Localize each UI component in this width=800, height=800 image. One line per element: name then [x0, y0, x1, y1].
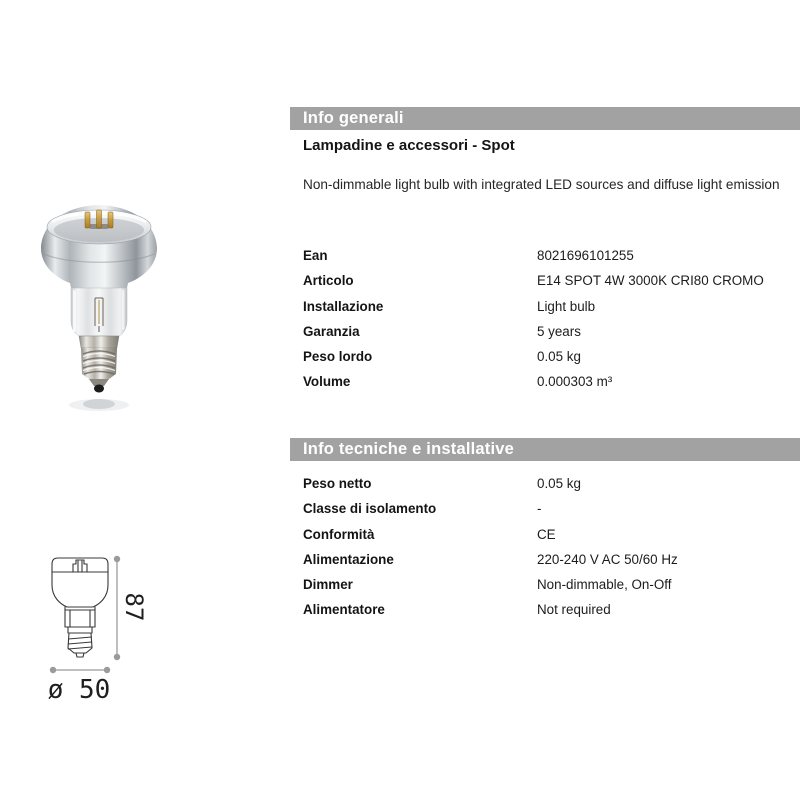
- section-header-info-tecniche: [290, 438, 800, 461]
- section-title: Info tecniche e installative: [303, 440, 514, 458]
- table-row: [303, 527, 800, 552]
- spec-label: Peso lordo: [303, 349, 373, 365]
- product-photo: [40, 202, 162, 414]
- info-column: [290, 0, 800, 800]
- product-category: Lampadine e accessori - Spot: [303, 137, 515, 154]
- spec-value: 0.05 kg: [537, 476, 581, 491]
- spec-label: Alimentatore: [303, 602, 385, 618]
- spec-label: Classe di isolamento: [303, 501, 437, 517]
- spec-label: Peso netto: [303, 476, 372, 491]
- dimension-drawing: [30, 545, 165, 715]
- table-row: [303, 273, 800, 298]
- height-label: 87: [120, 592, 148, 622]
- table-row: [303, 476, 800, 501]
- spec-value: -: [537, 501, 542, 517]
- section-title: Info generali: [303, 109, 404, 127]
- spec-value: Light bulb: [537, 298, 596, 314]
- spec-label: Installazione: [303, 298, 384, 314]
- bulb-ground-shadow: [69, 399, 129, 411]
- e14-screw-base: [79, 336, 119, 393]
- diameter-dimension: [48, 667, 111, 705]
- table-row: [303, 552, 800, 577]
- table-row: [303, 577, 800, 602]
- table-row: [303, 501, 800, 526]
- spec-value: 5 years: [537, 323, 581, 339]
- table-row: [303, 602, 800, 627]
- bulb-outline-drawing-icon: [30, 545, 165, 715]
- spec-value: 8021696101255: [537, 248, 634, 263]
- spec-value: 0.000303 m³: [537, 374, 613, 390]
- spec-value: CE: [537, 526, 556, 542]
- spec-value: E14 SPOT 4W 3000K CRI80 CROMO: [537, 273, 764, 289]
- section-header-info-generali: [290, 107, 800, 130]
- product-description: Non-dimmable light bulb with integrated LED sources and diffuse light emission: [303, 177, 780, 192]
- spec-label: Garanzia: [303, 323, 360, 339]
- bulb-glass-neck: [71, 288, 127, 336]
- height-dimension: [114, 556, 148, 660]
- drawing-bulb-outline: [52, 558, 108, 657]
- spec-label: Alimentazione: [303, 551, 394, 567]
- table-row: [303, 248, 800, 273]
- table-row: [303, 299, 800, 324]
- spec-value: 220-240 V AC 50/60 Hz: [537, 551, 678, 567]
- spec-value: 0.05 kg: [537, 349, 581, 365]
- spec-label: Volume: [303, 374, 351, 390]
- spec-label: Dimmer: [303, 577, 353, 593]
- led-filaments: [85, 210, 113, 229]
- table-row: [303, 324, 800, 349]
- diameter-label: ø 50: [47, 675, 111, 705]
- table-row: [303, 349, 800, 374]
- info-tecniche-table: [303, 476, 800, 628]
- spec-value: Non-dimmable, On-Off: [537, 577, 672, 593]
- spec-label: Articolo: [303, 273, 354, 289]
- info-generali-table: [303, 248, 800, 400]
- spec-value: Not required: [537, 602, 611, 618]
- table-row: [303, 374, 800, 399]
- bulb-photo-icon: [40, 202, 162, 414]
- spec-label: Ean: [303, 248, 328, 263]
- spec-label: Conformità: [303, 526, 375, 542]
